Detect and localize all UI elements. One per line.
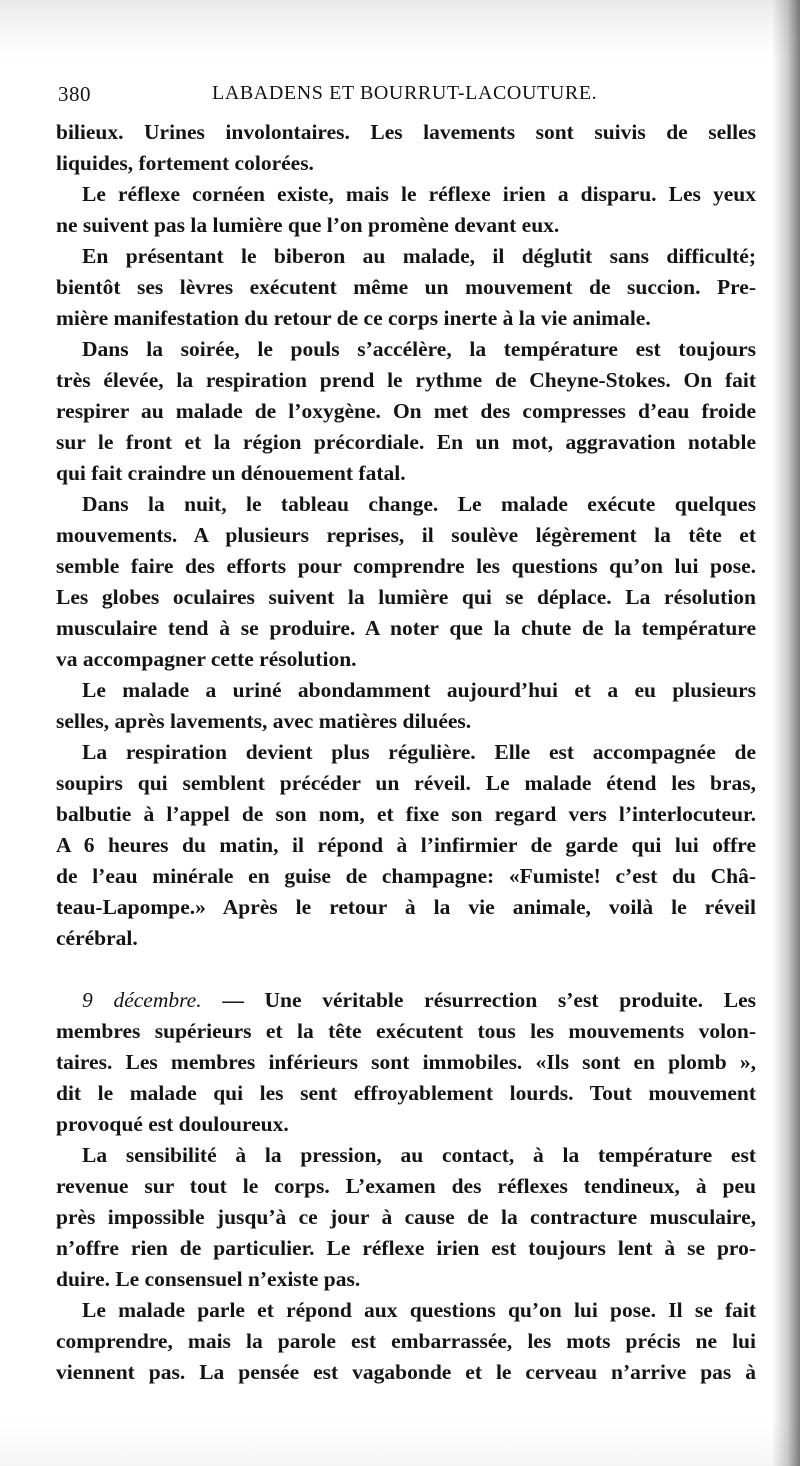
running-title: LABADENS ET BOURRUT-LACOUTURE. — [212, 82, 598, 104]
running-header — [58, 82, 758, 112]
text-line: A 6 heures du matin, il répond à l’infirmier de garde qui lui offre — [56, 833, 756, 857]
text-line: Dans la nuit, le tableau change. Le malade exécute quelques — [82, 492, 756, 516]
text-line: balbutie à l’appel de son nom, et fixe son regard vers l’interlocuteur. — [56, 802, 756, 826]
text-line: respirer au malade de l’oxygène. On met des compresses d’eau froide — [56, 399, 756, 423]
text-line: selles, après lavements, avec matières diluées. — [56, 709, 472, 733]
text-line: liquides, fortement colorées. — [56, 151, 314, 175]
paragraph-gap — [56, 954, 756, 985]
text-line: bientôt ses lèvres exécutent même un mouvement de succion. Pre- — [56, 275, 756, 299]
text-line: Dans la soirée, le pouls s’accélère, la température est toujours — [82, 337, 756, 361]
text-line: musculaire tend à se produire. A noter que la chute de la température — [56, 616, 756, 640]
text-line: bilieux. Urines involontaires. Les lavements sont suivis de selles — [56, 120, 756, 144]
text-line: La respiration devient plus régulière. Elle est accompagnée de — [82, 740, 756, 764]
text-line: En présentant le biberon au malade, il déglutit sans difficulté; — [82, 244, 756, 268]
text-line: semble faire des efforts pour comprendre les questions qu’on lui pose. — [56, 554, 756, 578]
text-line: ne suivent pas la lumière que l’on promène devant eux. — [56, 213, 560, 237]
text-line: près impossible jusqu’à ce jour à cause de la contracture musculaire, — [56, 1205, 756, 1229]
text-line: provoqué est douloureux. — [56, 1112, 289, 1136]
text-line: qui fait craindre un dénouement fatal. — [56, 461, 406, 485]
text-line: comprendre, mais la parole est embarrassée, les mots précis ne lui — [56, 1329, 756, 1353]
text-line: Les globes oculaires suivent la lumière qui se déplace. La résolution — [56, 585, 756, 609]
text-line: viennent pas. La pensée est vagabonde et le cerveau n’arrive pas à — [56, 1360, 756, 1384]
text-line: teau-Lapompe.» Après le retour à la vie animale, voilà le réveil — [56, 895, 756, 919]
text-line: sur le front et la région précordiale. En un mot, aggravation notable — [56, 430, 756, 454]
text-line: La sensibilité à la pression, au contact, à la température est — [82, 1143, 756, 1167]
text-line: cérébral. — [56, 926, 138, 950]
text-line: mière manifestation du retour de ce corps inerte à la vie animale. — [56, 306, 651, 330]
entry-text: — Une véritable résurrection s’est produite. Les — [201, 988, 756, 1012]
text-line: membres supérieurs et la tête exécutent tous les mouvements volon- — [56, 1019, 756, 1043]
text-line: Le réflexe cornéen existe, mais le réflexe irien a disparu. Les yeux — [82, 182, 756, 206]
text-line: de l’eau minérale en guise de champagne: «Fumiste! c’est du Châ- — [56, 864, 756, 888]
body-text — [56, 117, 756, 1388]
text-line: va accompagner cette résolution. — [56, 647, 357, 671]
text-line: Le malade a uriné abondamment aujourd’hui et a eu plusieurs — [82, 678, 756, 702]
text-line: n’offre rien de particulier. Le réflexe irien est toujours lent à se pro- — [56, 1236, 756, 1260]
text-line: revenue sur tout le corps. L’examen des réflexes tendineux, à peu — [56, 1174, 756, 1198]
text-line: duire. Le consensuel n’existe pas. — [56, 1267, 361, 1291]
entry-date: 9 décembre. — [82, 988, 202, 1012]
text-line: dit le malade qui les sent effroyablement lourds. Tout mouvement — [56, 1081, 756, 1105]
text-line: mouvements. A plusieurs reprises, il soulève légèrement la tête et — [56, 523, 756, 547]
text-line: soupirs qui semblent précéder un réveil. Le malade étend les bras, — [56, 771, 756, 795]
dated-entry-line — [56, 985, 756, 1016]
text-line: très élevée, la respiration prend le rythme de Cheyne-Stokes. On fait — [56, 368, 756, 392]
page-number: 380 — [58, 82, 91, 106]
text-line: Le malade parle et répond aux questions qu’on lui pose. Il se fait — [82, 1298, 756, 1322]
text-line: taires. Les membres inférieurs sont immobiles. «Ils sont en plomb », — [56, 1050, 756, 1074]
page-edge-shadow — [772, 0, 800, 1466]
